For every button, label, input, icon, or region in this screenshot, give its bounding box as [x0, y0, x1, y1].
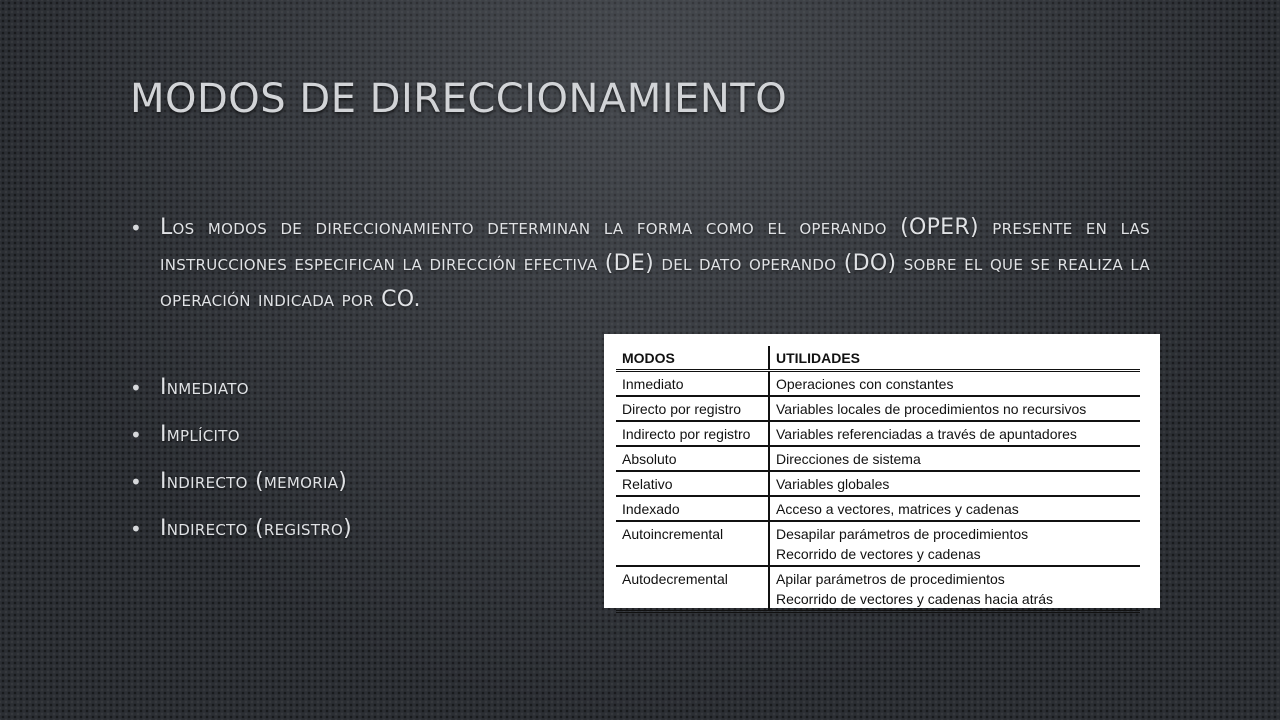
use-line: Operaciones con constantes: [776, 376, 954, 392]
table-row: [616, 446, 1140, 471]
table-cell-uses: [769, 421, 1140, 446]
table-cell-uses: [769, 521, 1140, 566]
table-row: [616, 471, 1140, 496]
list-item: [130, 364, 352, 411]
table-cell-mode: Directo por registro: [616, 396, 769, 421]
table-cell-uses: [769, 396, 1140, 421]
use-line: Apilar parámetros de procedimientos: [776, 571, 1005, 587]
table-cell-mode: Absoluto: [616, 446, 769, 471]
column-header-modos: MODOS: [616, 346, 769, 371]
table-cell-uses: [769, 471, 1140, 496]
bullet-icon: •: [130, 422, 142, 447]
table-cell-mode: Inmediato: [616, 371, 769, 397]
bullet-icon: •: [130, 216, 142, 240]
table-row: [616, 371, 1140, 397]
use-line: Variables globales: [776, 476, 890, 492]
use-line: Desapilar parámetros de procedimientos: [776, 526, 1029, 542]
table-cell-uses: [769, 496, 1140, 521]
table-row: [616, 396, 1140, 421]
table-cell-mode: Autodecremental: [616, 566, 769, 612]
bullet-icon: •: [130, 469, 142, 494]
modes-table-image: [604, 334, 1160, 608]
bullet-icon: •: [130, 516, 142, 541]
table-cell-mode: Autoincremental: [616, 521, 769, 566]
table-row: [616, 566, 1140, 612]
use-line: Recorrido de vectores y cadenas hacia atrás: [776, 591, 1054, 607]
table-row: [616, 521, 1140, 566]
use-line: Recorrido de vectores y cadenas: [776, 546, 981, 562]
modes-table: [616, 346, 1140, 613]
list-item-label: Implícito: [160, 422, 240, 447]
table-row: [616, 496, 1140, 521]
table-cell-uses: [769, 446, 1140, 471]
list-item: [130, 411, 352, 458]
table-cell-mode: Indirecto por registro: [616, 421, 769, 446]
bullet-icon: •: [130, 375, 142, 400]
modes-list: [130, 364, 352, 552]
use-line: Acceso a vectores, matrices y cadenas: [776, 501, 1019, 517]
list-item-label: Indirecto (memoria): [160, 469, 348, 494]
table-cell-mode: Relativo: [616, 471, 769, 496]
use-line: Direcciones de sistema: [776, 451, 921, 467]
use-line: Variables referenciadas a través de apuntadores: [776, 426, 1077, 442]
list-item-label: Inmediato: [160, 375, 249, 400]
table-cell-uses: [769, 566, 1140, 612]
intro-bullet-row: [130, 210, 1150, 318]
use-line: Variables locales de procedimientos no recursivos: [776, 401, 1087, 417]
slide-title: MODOS DE DIRECCIONAMIENTO: [130, 76, 788, 122]
table-row: [616, 421, 1140, 446]
list-item: [130, 458, 352, 505]
table-cell-mode: Indexado: [616, 496, 769, 521]
table-header-row: [616, 346, 1140, 371]
list-item: [130, 505, 352, 552]
intro-paragraph: [130, 210, 1150, 318]
column-header-utilidades: UTILIDADES: [769, 346, 1140, 371]
list-item-label: Indirecto (registro): [160, 516, 353, 541]
intro-text: Los modos de direccionamiento determinan la forma como el operando (OPER) presente en las instrucciones especifican la dirección efectiva (DE) del dato operando (DO) sobre el que se realiza la operación indicada por CO.: [160, 215, 1150, 312]
table-cell-uses: [769, 371, 1140, 397]
